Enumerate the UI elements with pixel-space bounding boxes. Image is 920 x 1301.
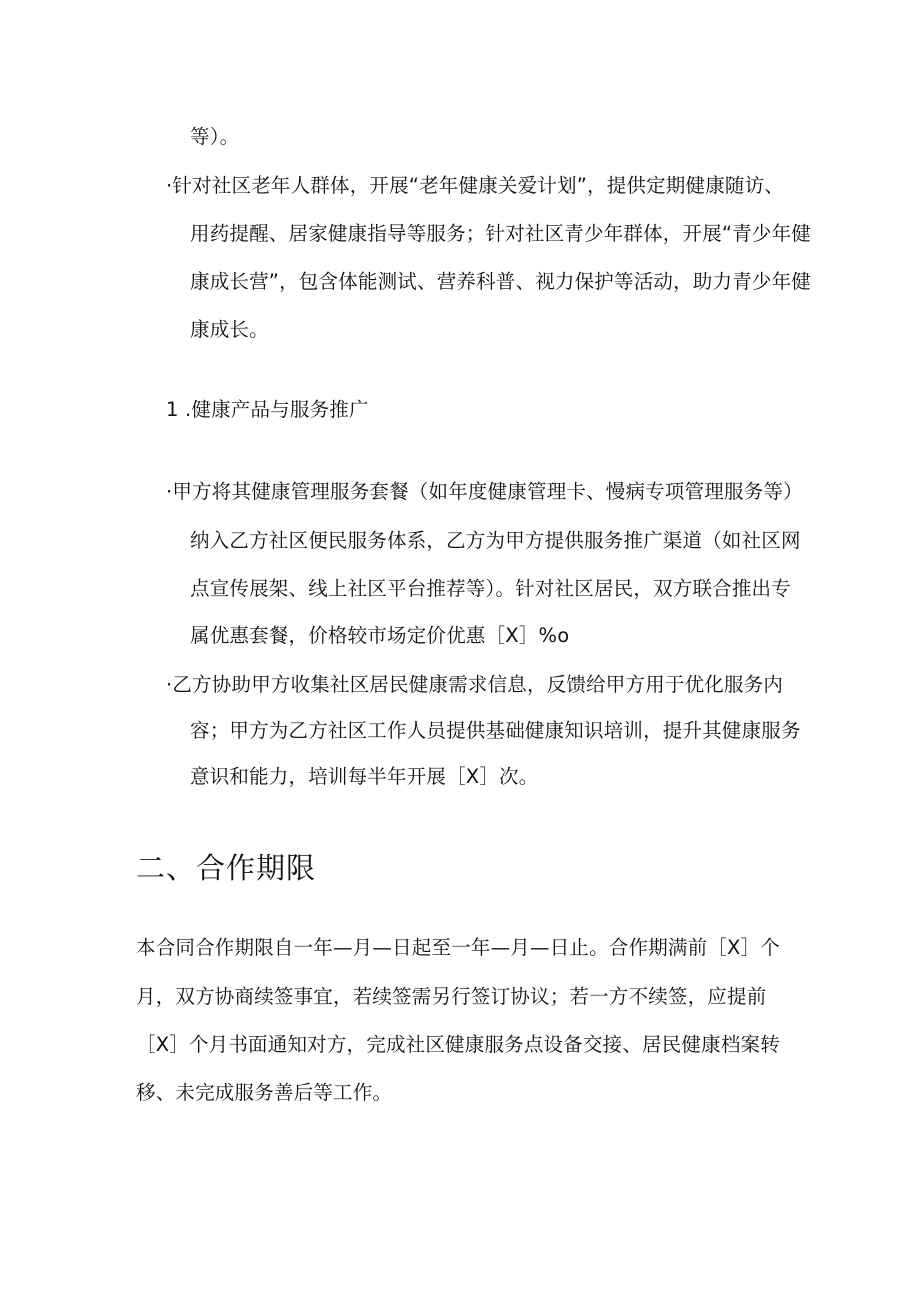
subsection-title: 1 .健康产品与服务推广 — [166, 398, 369, 421]
bullet-line: 康成长营”，包含体能测试、营养科普、视力保护等活动，助力青少年健 — [190, 270, 812, 293]
paragraph-line: ［X］个月书面通知对方，完成社区健康服务点设备交接、居民健康档案转 — [136, 1033, 780, 1056]
bullet-line: 用药提醒、居家健康指导等服务；针对社区青少年群体，开展“青少年健 — [190, 222, 812, 245]
paragraph-line: 移、未完成服务善后等工作。 — [136, 1081, 393, 1104]
bullet-line: 属优惠套餐，价格较市场定价优惠［X］%o — [190, 624, 570, 647]
bullet-line: ·甲方将其健康管理服务套餐（如年度健康管理卡、慢病专项管理服务等） — [166, 480, 803, 503]
bullet-line: 意识和能力，培训每半年开展［X］次。 — [190, 765, 539, 788]
bullet-line: 纳入乙方社区便民服务体系，乙方为甲方提供服务推广渠道（如社区网 — [190, 529, 801, 552]
bullet-line: 康成长。 — [190, 318, 269, 341]
bullet-line: ·针对社区老年人群体，开展“老年健康关爱计划”，提供定期健康随访、 — [166, 174, 785, 197]
paragraph-line: 本合同合作期限自一年—月—日起至一年—月—日止。合作期满前［X］个 — [136, 936, 780, 959]
continuation-line: 等）。 — [190, 125, 240, 148]
paragraph-line: 月，双方协商续签事宜，若续签需另行签订协议；若一方不续签，应提前 — [136, 985, 767, 1008]
bullet-line: ·乙方协助甲方收集社区居民健康需求信息，反馈给甲方用于优化服务内 — [166, 673, 784, 696]
bullet-line: 容；甲方为乙方社区工作人员提供基础健康知识培训，提升其健康服务 — [190, 719, 801, 742]
bullet-line: 点宣传展架、线上社区平台推荐等）。针对社区居民，双方联合推出专 — [190, 577, 791, 600]
section-heading: 二、合作期限 — [136, 851, 317, 885]
